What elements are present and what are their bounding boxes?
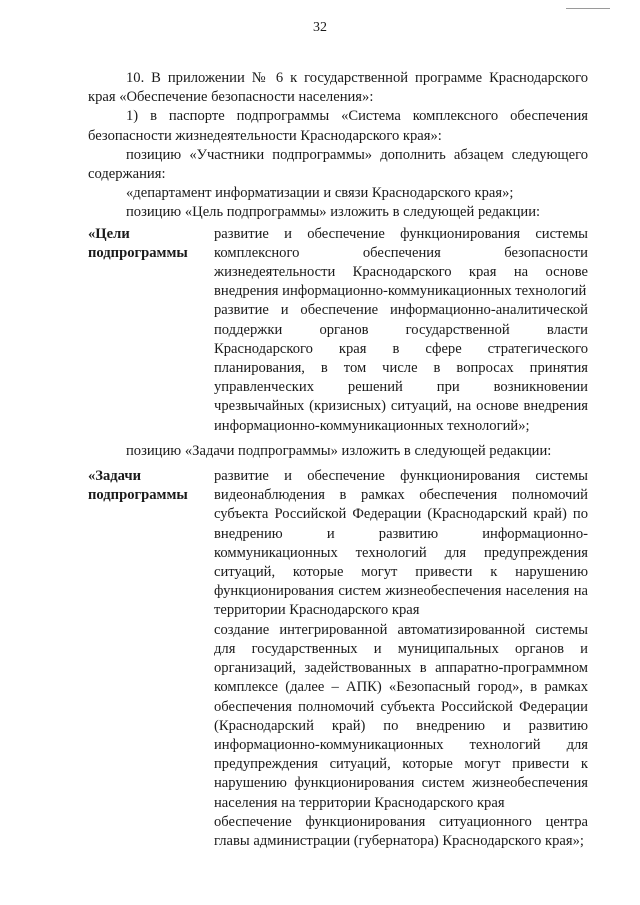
goals-label: «Цели подпрограммы [88,225,188,261]
paragraph-goal-intro: позицию «Цель подпрограммы» изложить в следующей редакции: [126,204,541,221]
goals-block [88,225,588,436]
tasks-label: «Задачи подпрограммы [88,468,188,504]
paragraph-department: «департамент информатизации и связи Краснодарского края»; [126,185,514,202]
page-number: 32 [313,20,327,35]
goal-item: развитие и обеспечение информационно-аналитической поддержки органов государственной власти Краснодарского края в сфере стратегического планирования, в том числе в вопросах принятия управленческих решений при возникновении чрезвычайных (кризисных) ситуаций, на основе внедрения информационно-коммуникационных технологий»; [214,302,588,434]
goals-items [214,225,588,436]
task-item: создание интегрированной автоматизированной системы для государственных и муниципальных органов и организаций, задействованных в аппаратно-программном комплексе (далее – АПК) «Безопасный город», в рамках обеспечения полномочий субъекта Российской Федерации (Краснодарский край) по внедрению и развитию информационно-коммуникационных технологий для предупреждения ситуаций, которые могут привести к нарушению функционирования систем жизнеобеспечения населения на территории Краснодарского края [214,621,588,811]
task-item: развитие и обеспечение функционирования системы видеонаблюдения в рамках обеспечения полномочий субъекта Российской Федерации (Краснодарский край) по внедрению и развитию информационно-коммуникационных технологий для предупреждения ситуаций, которые могут привести к нарушению функционирования систем жизнеобеспечения населения на территории Краснодарского края [214,468,588,619]
tasks-block [88,467,588,851]
document-body [88,69,588,851]
corner-mark [566,8,610,9]
tasks-items [214,467,588,851]
paragraph-passport: 1) в паспорте подпрограммы «Система комплексного обеспечения безопасности жизнедеятельности Краснодарского края»: [88,108,588,144]
task-item: обеспечение функционирования ситуационного центра главы администрации (губернатора) Краснодарского края»; [214,813,588,849]
goal-item: развитие и обеспечение функционирования системы комплексного обеспечения безопасности жизнедеятельности Краснодарского края на основе внедрения информационно-коммуникационных технологий [214,225,588,300]
paragraph-participants: позицию «Участники подпрограммы» дополнить абзацем следующего содержания: [88,146,588,183]
paragraph-appendix-intro: 10. В приложении № 6 к государственной программе Краснодарского края «Обеспечение безопасности населения»: [88,70,588,106]
paragraph-tasks-intro: позицию «Задачи подпрограммы» изложить в следующей редакции: [126,442,552,459]
